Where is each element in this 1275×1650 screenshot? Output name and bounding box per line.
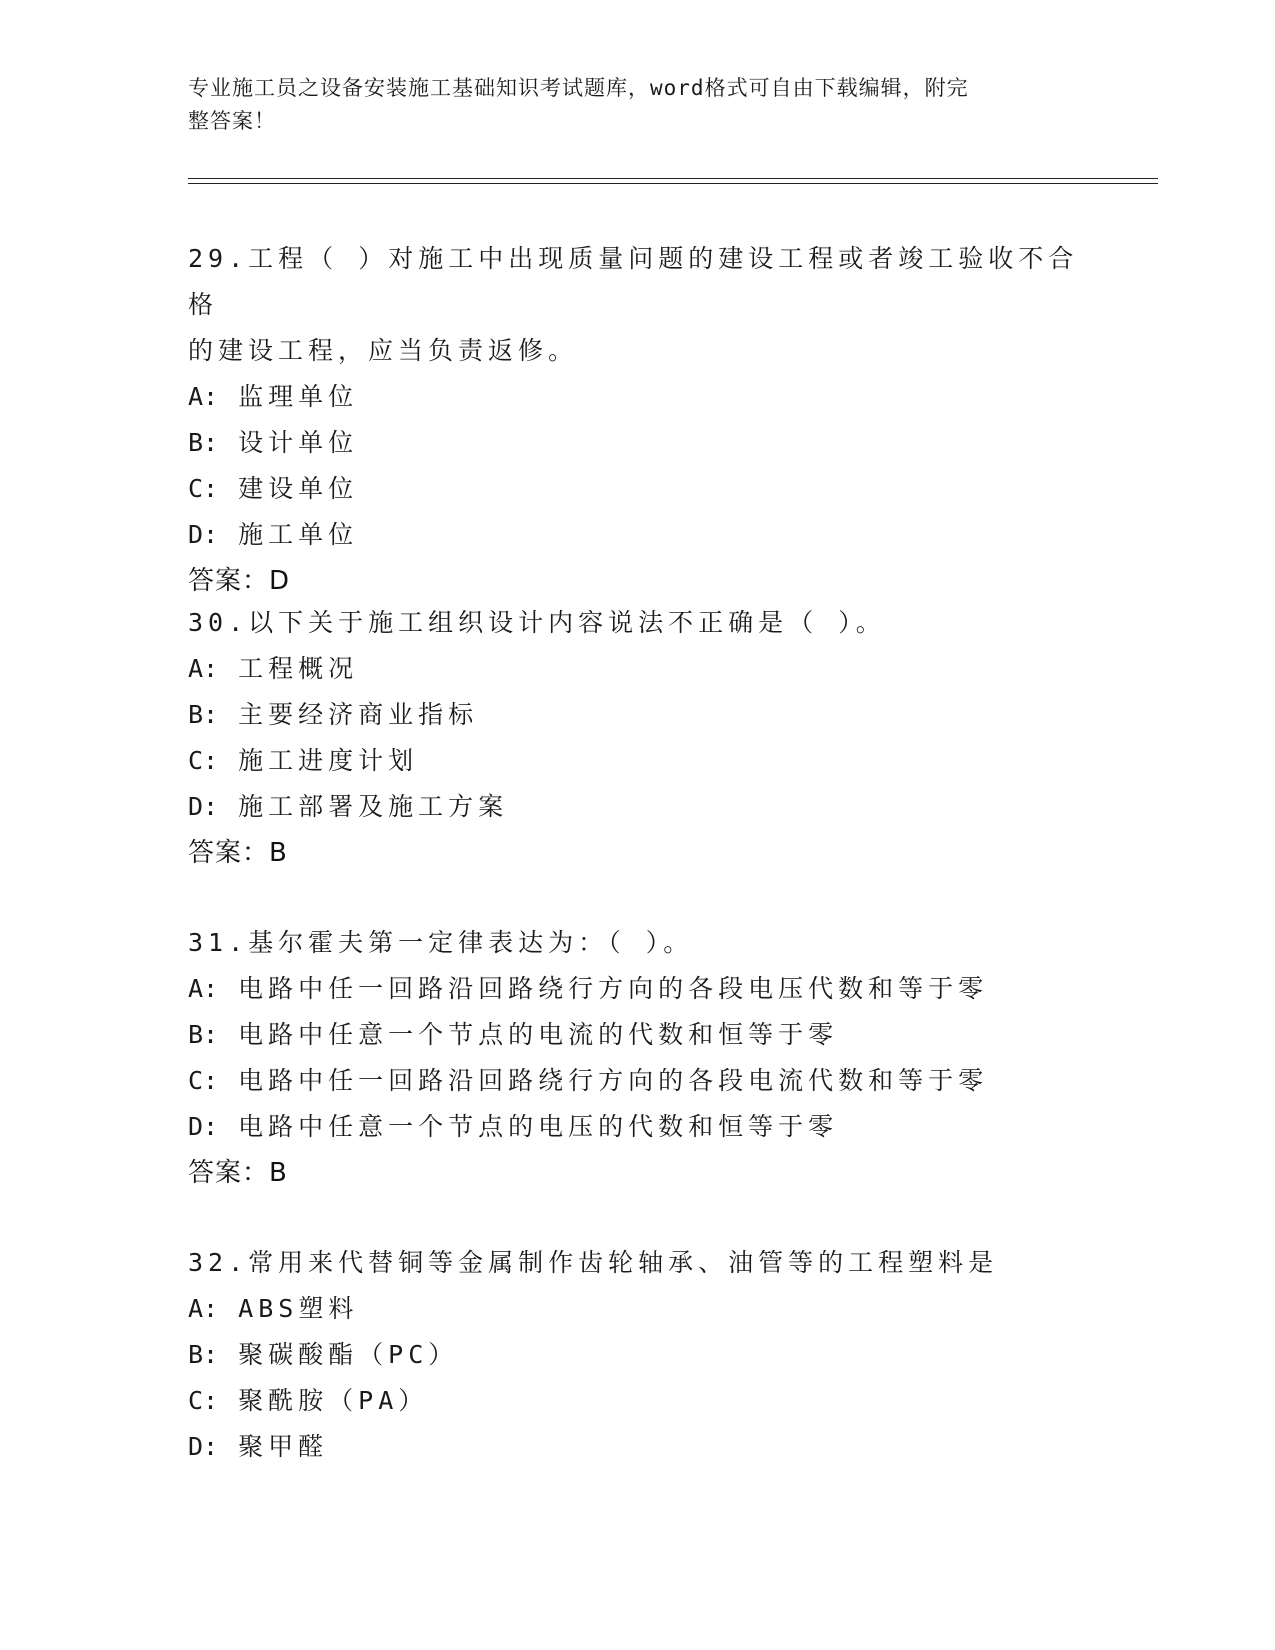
answer-label: 答案：D [188,566,291,596]
option-text: 主要经济商业指标 [238,700,479,729]
option-key: A: [188,974,219,1003]
answer-label: 答案：B [188,1158,288,1188]
option-key: C: [188,1386,219,1415]
question-30 [188,600,1088,876]
header-line-2: 整答案！ [188,109,276,133]
question-stem-continued: 的建设工程，应当负责返修。 [188,336,579,365]
option-text: 监理单位 [238,382,359,411]
option-c [188,466,1088,512]
option-text: 电路中任一回路沿回路绕行方向的各段电压代数和等于零 [238,974,989,1003]
option-key: D: [188,520,219,549]
document-header [188,72,1088,138]
option-key: A: [188,654,219,683]
option-text: 施工进度计划 [238,746,419,775]
option-text: 施工部署及施工方案 [238,792,509,821]
option-d [188,784,1088,830]
option-c [188,1058,1088,1104]
option-key: D: [188,1112,219,1141]
header-divider-bottom [188,183,1158,184]
option-b [188,1012,1088,1058]
option-text: 设计单位 [238,428,359,457]
option-key: A: [188,382,219,411]
option-text: 施工单位 [238,520,359,549]
option-d [188,512,1088,558]
option-b [188,692,1088,738]
option-text: ABS塑料 [238,1294,359,1323]
answer-label: 答案：B [188,838,288,868]
option-text: 电路中任意一个节点的电压的代数和恒等于零 [238,1112,839,1141]
option-key: C: [188,474,219,503]
option-text: 电路中任意一个节点的电流的代数和恒等于零 [238,1020,839,1049]
header-line-1: 专业施工员之设备安装施工基础知识考试题库，word格式可自由下载编辑，附完 [188,76,969,100]
option-d [188,1104,1088,1150]
option-a [188,966,1088,1012]
option-key: D: [188,792,219,821]
question-stem: 32.常用来代替铜等金属制作齿轮轴承、油管等的工程塑料是 [188,1248,999,1277]
question-stem: 30.以下关于施工组织设计内容说法不正确是（ ）。 [188,608,886,637]
option-key: B: [188,700,219,729]
question-stem: 29.工程（ ）对施工中出现质量问题的建设工程或者竣工验收不合格 [188,244,1079,319]
option-key: C: [188,1066,219,1095]
option-text: 聚碳酸酯（PC） [238,1340,459,1369]
option-text: 聚甲醛 [238,1432,329,1461]
question-31 [188,920,1088,1196]
question-29 [188,236,1088,604]
question-32 [188,1240,1088,1470]
option-c [188,738,1088,784]
option-a [188,374,1088,420]
option-a [188,646,1088,692]
option-text: 聚酰胺（PA） [238,1386,429,1415]
option-key: C: [188,746,219,775]
option-text: 建设单位 [238,474,359,503]
option-text: 工程概况 [238,654,359,683]
option-key: D: [188,1432,219,1461]
option-key: A: [188,1294,219,1323]
option-a [188,1286,1088,1332]
option-d [188,1424,1088,1470]
option-key: B: [188,428,219,457]
option-c [188,1378,1088,1424]
option-b [188,1332,1088,1378]
option-key: B: [188,1340,219,1369]
option-text: 电路中任一回路沿回路绕行方向的各段电流代数和等于零 [238,1066,989,1095]
option-key: B: [188,1020,219,1049]
header-divider-top [188,178,1158,179]
option-b [188,420,1088,466]
question-stem: 31.基尔霍夫第一定律表达为：（ ）。 [188,928,694,957]
